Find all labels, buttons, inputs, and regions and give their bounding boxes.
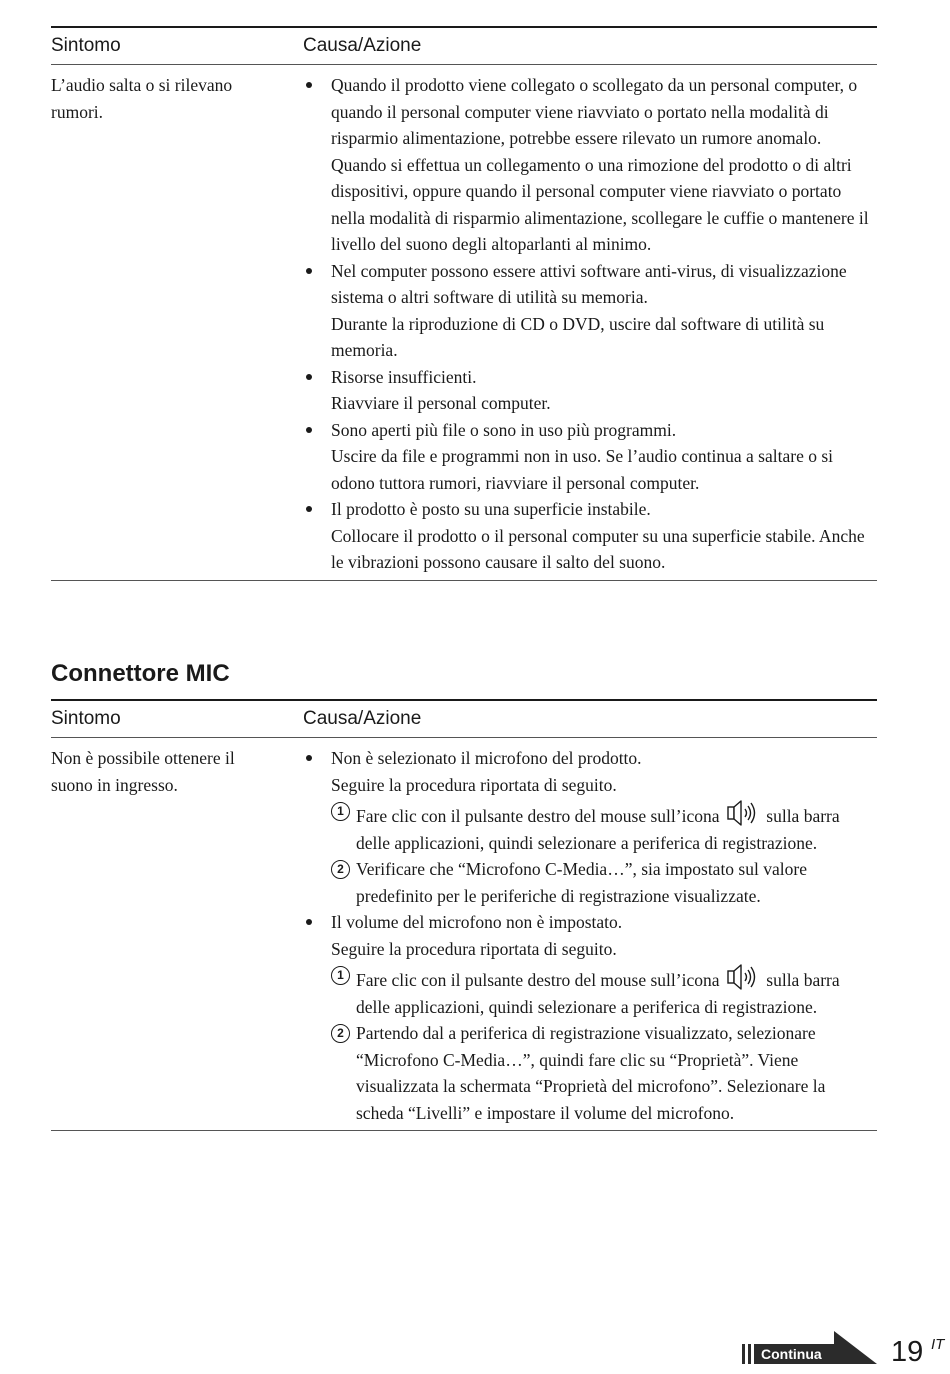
continue-label: Continua — [761, 1346, 822, 1362]
step-number-icon: 2 — [331, 860, 350, 879]
bullet-icon — [303, 417, 331, 497]
bullet-icon — [303, 496, 331, 576]
step-text: Fare clic con il pulsante destro del mouse sull’icona — [356, 806, 720, 826]
step-text: Partendo dal a periferica di registrazione visualizzato, selezionare “Microfono C-Media…”, quindi fare clic su “Proprietà”. Viene visualizzata la schermata “Proprietà del microfono”. Selezionare la scheda “Livelli” e impostare il volume del microfono. — [356, 1023, 826, 1123]
step-item — [331, 856, 877, 909]
list-item — [303, 909, 877, 1126]
step-number-icon: 1 — [331, 802, 350, 821]
page-language: IT — [931, 1336, 945, 1353]
page-number: 19 — [891, 1336, 924, 1368]
cause-cell — [303, 72, 877, 576]
action-text: Uscire da file e programmi non in uso. Se l’audio continua a saltare o si odono tuttora rumori, riavviare il personal computer. — [331, 446, 834, 493]
header-causa: Causa/Azione — [303, 35, 422, 56]
step-number-icon: 1 — [331, 966, 350, 985]
symptom-text: Non è possibile ottenere il suono in ingresso. — [51, 748, 235, 795]
action-text: Riavviare il personal computer. — [331, 393, 551, 413]
list-item — [303, 745, 877, 909]
cause-text: Risorse insufficienti. — [331, 366, 477, 387]
step-text: sulla barra delle applicazioni, quindi selezionare a periferica di registrazione. — [356, 970, 840, 1017]
cause-text: Il prodotto è posto su una superficie instabile. — [331, 499, 651, 519]
bullet-icon — [303, 745, 331, 909]
list-item — [303, 72, 877, 258]
step-item — [331, 1020, 877, 1126]
list-item — [303, 496, 877, 576]
step-item — [331, 962, 877, 1020]
table-header-row — [51, 701, 877, 738]
speaker-icon — [726, 798, 760, 828]
action-text: Durante la riproduzione di CD o DVD, uscire dal software di utilità su memoria. — [331, 313, 825, 360]
list-item — [303, 258, 877, 364]
bullet-icon — [303, 258, 331, 364]
bullet-icon — [303, 72, 331, 258]
step-text: Verificare che “Microfono C-Media…”, sia impostato sul valore predefinito per le periferiche di registrazione visualizzate. — [356, 859, 807, 906]
continue-badge — [742, 1331, 877, 1364]
symptom-cell — [51, 745, 303, 1126]
table-row — [51, 65, 877, 581]
cause-text: Il volume del microfono non è impostato. — [331, 912, 623, 932]
section-title: Connettore MIC — [51, 660, 230, 687]
step-number-icon: 2 — [331, 1024, 350, 1043]
cause-text: Sono aperti più file o sono in uso più programmi. — [331, 419, 677, 440]
bullet-icon — [303, 909, 331, 1126]
step-text: sulla barra delle applicazioni, quindi selezionare a periferica di registrazione. — [356, 806, 840, 853]
action-text: Collocare il prodotto o il personal computer su una superficie stabile. Anche le vibrazioni possono causare il salto del suono. — [331, 525, 865, 572]
cause-text: Quando il prodotto viene collegato o scollegato da un personal computer, o quando il personal computer viene riavviato o portato nella modalità di risparmio alimentazione, potrebbe essere rilevato un rumore anomalo. Quando si effettua un collegamento o una rimozione del prodotto o di altri dispositivi, oppure quando il personal computer viene riavviato o portato nella modalità di risparmio alimentazione, scollegare le cuffie o mantenere il livello del suono degli altoparlanti al minimo. — [331, 75, 869, 254]
symptom-cell — [51, 72, 303, 576]
cause-text: Non è selezionato il microfono del prodotto. — [331, 748, 642, 768]
list-item — [303, 364, 877, 417]
table-header-row — [51, 28, 877, 65]
troubleshooting-table-audio — [51, 26, 877, 581]
cause-text: Nel computer possono essere attivi software anti-virus, di visualizzazione sistema o altri software di utilità su memoria. — [331, 260, 847, 307]
cause-cell — [303, 745, 877, 1126]
step-item — [331, 798, 877, 856]
speaker-icon — [726, 962, 760, 992]
list-item — [303, 417, 877, 497]
action-text: Seguire la procedura riportata di seguito. — [331, 938, 617, 959]
header-causa: Causa/Azione — [303, 708, 422, 729]
table-row — [51, 738, 877, 1131]
bullet-icon — [303, 364, 331, 417]
header-sintomo: Sintomo — [51, 708, 121, 729]
header-sintomo: Sintomo — [51, 35, 121, 56]
troubleshooting-table-mic — [51, 699, 877, 1131]
action-text: Seguire la procedura riportata di seguito. — [331, 774, 617, 795]
continue-bars-icon — [742, 1344, 758, 1364]
symptom-text: L’audio salta o si rilevano rumori. — [51, 75, 233, 122]
step-text: Fare clic con il pulsante destro del mouse sull’icona — [356, 970, 720, 990]
